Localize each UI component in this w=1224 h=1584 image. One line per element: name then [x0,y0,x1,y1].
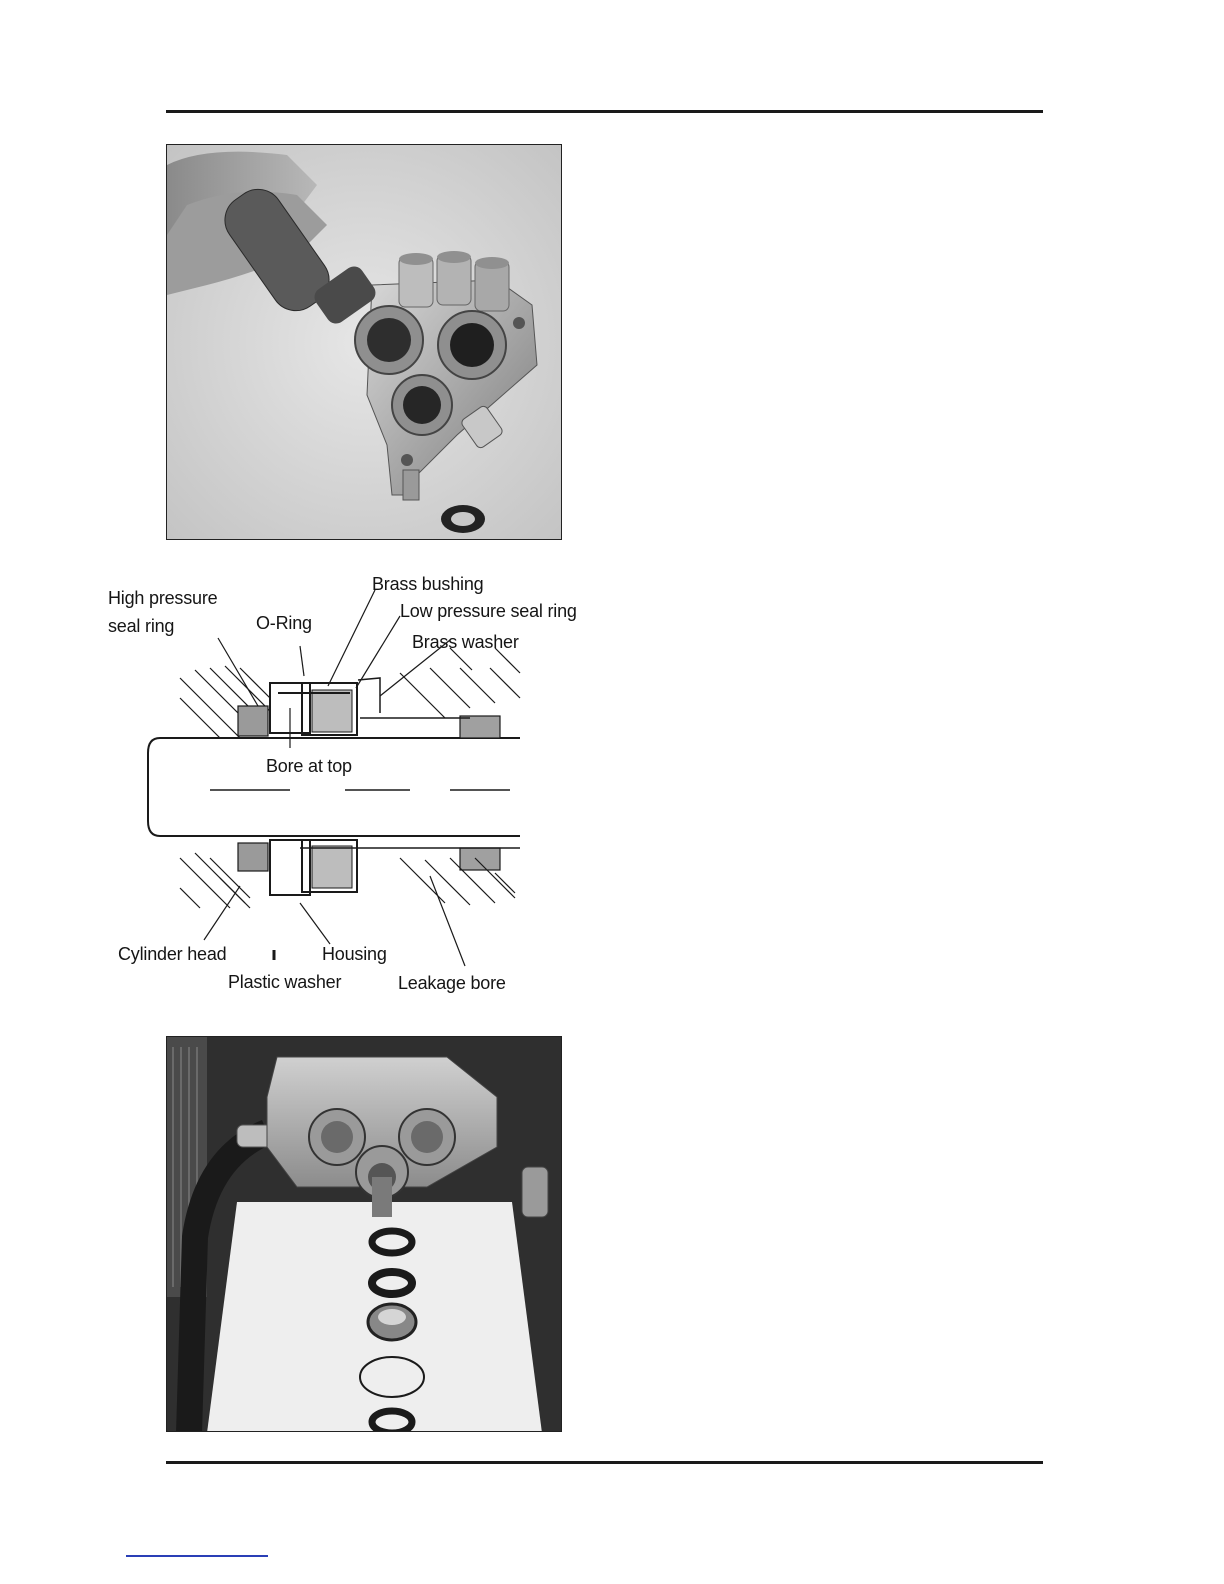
photo-seal-removal [166,144,562,540]
label-leakage-bore: Leakage bore [398,973,506,993]
hatch-upper-right [400,648,520,718]
label-brass-washer: Brass washer [412,632,519,652]
seal-cross-section-diagram [100,568,610,998]
label-bore-at-top: Bore at top [266,756,352,776]
label-plastic-washer: Plastic washer [228,972,342,992]
label-low-pressure-seal-ring: Low pressure seal ring [400,601,577,621]
footer-rule [166,1461,1043,1464]
footer-link-underline[interactable] [126,1555,268,1557]
header-rule [166,110,1043,113]
photo-seal-kit-layout [166,1036,562,1432]
label-brass-bushing: Brass bushing [372,574,484,594]
photo-seal-removal-image [167,145,562,540]
photo-seal-kit-image [167,1037,562,1432]
label-housing: Housing [322,944,387,964]
label-cylinder-head: Cylinder head [118,944,227,964]
label-high-pressure-line1: High pressure [108,588,218,608]
cross-section-drawing [100,568,610,998]
label-high-pressure-line2: seal ring [108,616,175,636]
label-o-ring: O-Ring [256,613,312,633]
